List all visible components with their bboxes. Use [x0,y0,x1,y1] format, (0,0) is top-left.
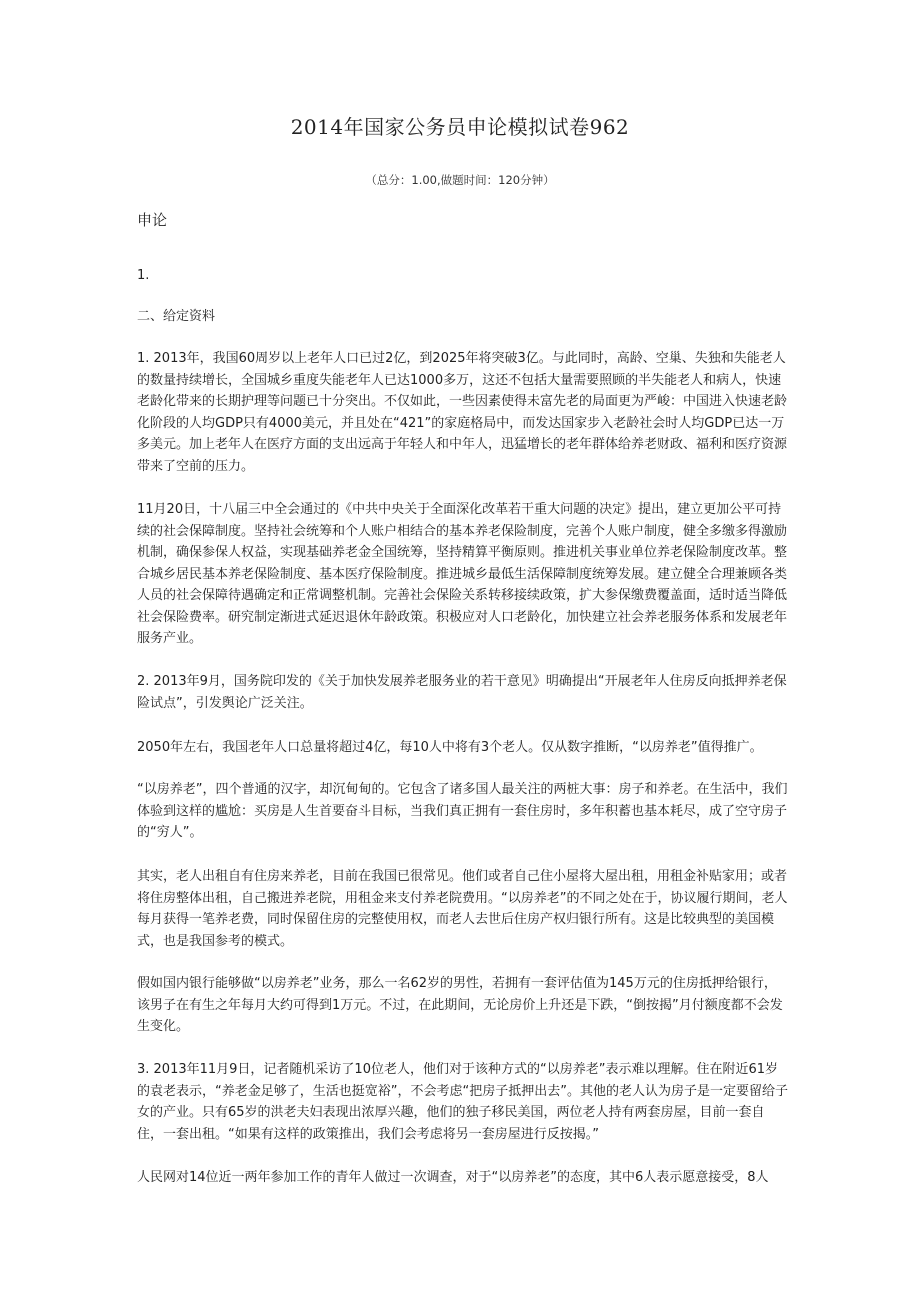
section-heading: 申论 [137,211,168,229]
paragraph-5: “以房养老”，四个普通的汉字，却沉甸甸的。它包含了诸多国人最关注的两桩大事：房子和养老。在生活中，我们体验到这样的尴尬：买房是人生首要奋斗目标，当我们真正拥有一套住房时，多年积蓄也基本耗尽，成了空守房子的“穷人”。 [137,782,788,840]
paragraph-9: 人民网对14位近一两年参加工作的青年人做过一次调查，对于“以房养老”的态度，其中6人表示愿意接受，8人 [137,1170,769,1185]
paragraph-2: 11月20日，十八届三中全会通过的《中共中央关于全面深化改革若干重大问题的决定》提出，建立更加公平可持续的社会保障制度。坚持社会统筹和个人账户相结合的基本养老保险制度，完善个人账户制度，健全多缴多得激励机制，确保参保人权益，实现基础养老金全国统筹，坚持精算平衡原则。推进机关事业单位养老保险制度改革。整合城乡居民基本养老保险制度、基本医疗保险制度。推进城乡最低生活保障制度统筹发展。建立健全合理兼顾各类人员的社会保障待遇确定和正常调整机制。完善社会保险关系转移接续政策，扩大参保缴费覆盖面，适时适当降低社会保险费率。研究制定渐进式延迟退休年龄政策。积极应对人口老龄化，加快建立社会养老服务体系和发展老年服务产业。 [137,502,788,646]
given-materials-heading: 二、给定资料 [137,309,216,324]
paragraph-6: 其实，老人出租自有住房来养老，目前在我国已很常见。他们或者自己住小屋将大屋出租，用租金补贴家用；或者将住房整体出租，自己搬进养老院，用租金来支付养老院费用。“以房养老”的不同之处在于，协议履行期间，老人每月获得一笔养老费，同时保留住房的完整使用权，而老人去世后住房产权归银行所有。这是比较典型的美国模式，也是我国参考的模式。 [137,869,788,949]
paragraph-3: 2. 2013年9月，国务院印发的《关于加快发展养老服务业的若干意见》明确提出“开展老年人住房反向抵押养老保险试点”，引发舆论广泛关注。 [137,674,787,711]
paragraph-1: 1. 2013年，我国60周岁以上老年人口已过2亿，到2025年将突破3亿。与此同时，高龄、空巢、失独和失能老人的数量持续增长，全国城乡重度失能老年人已达1000多万，这还不包括大量需要照顾的半失能老人和病人，快速老龄化带来的长期护理等问题已十分突出。不仅如此，一些因素使得未富先老的局面更为严峻：中国进入快速老龄化阶段的人均GDP只有4000美元，并且处在“421”的家庭格局中，而发达国家步入老龄社会时人均GDP已达一万多美元。加上老年人在医疗方面的支出远高于年轻人和中年人，迅猛增长的老年群体给养老财政、福利和医疗资源带来了空前的压力。 [137,351,788,474]
question-number: 1. [137,268,150,283]
paragraph-7: 假如国内银行能够做“以房养老”业务，那么一名62岁的男性，若拥有一套评估值为145万元的住房抵押给银行，该男子在有生之年每月大约可得到1万元。不过，在此期间，无论房价上升还是下跌，“倒按揭”月付额度都不会发生变化。 [137,976,783,1034]
paragraph-4: 2050年左右，我国老年人口总量将超过4亿，每10人中将有3个老人。仅从数字推断，“以房养老”值得推广。 [137,740,763,755]
paragraph-8: 3. 2013年11月9日，记者随机采访了10位老人，他们对于该种方式的“以房养老”表示难以理解。住在附近61岁的袁老表示，“养老金足够了，生活也挺宽裕”，不会考虑“把房子抵押出去”。其他的老人认为房子是一定要留给子女的产业。只有65岁的洪老夫妇表现出浓厚兴趣，他们的独子移民美国，两位老人持有两套房屋，目前一套自住，一套出租。“如果有这样的政策推出，我们会考虑将另一套房屋进行反按揭。” [137,1062,788,1142]
exam-info: （总分：1.00,做题时间：120分钟） [365,173,555,187]
document-title: 2014年国家公务员申论模拟试卷962 [290,115,630,139]
